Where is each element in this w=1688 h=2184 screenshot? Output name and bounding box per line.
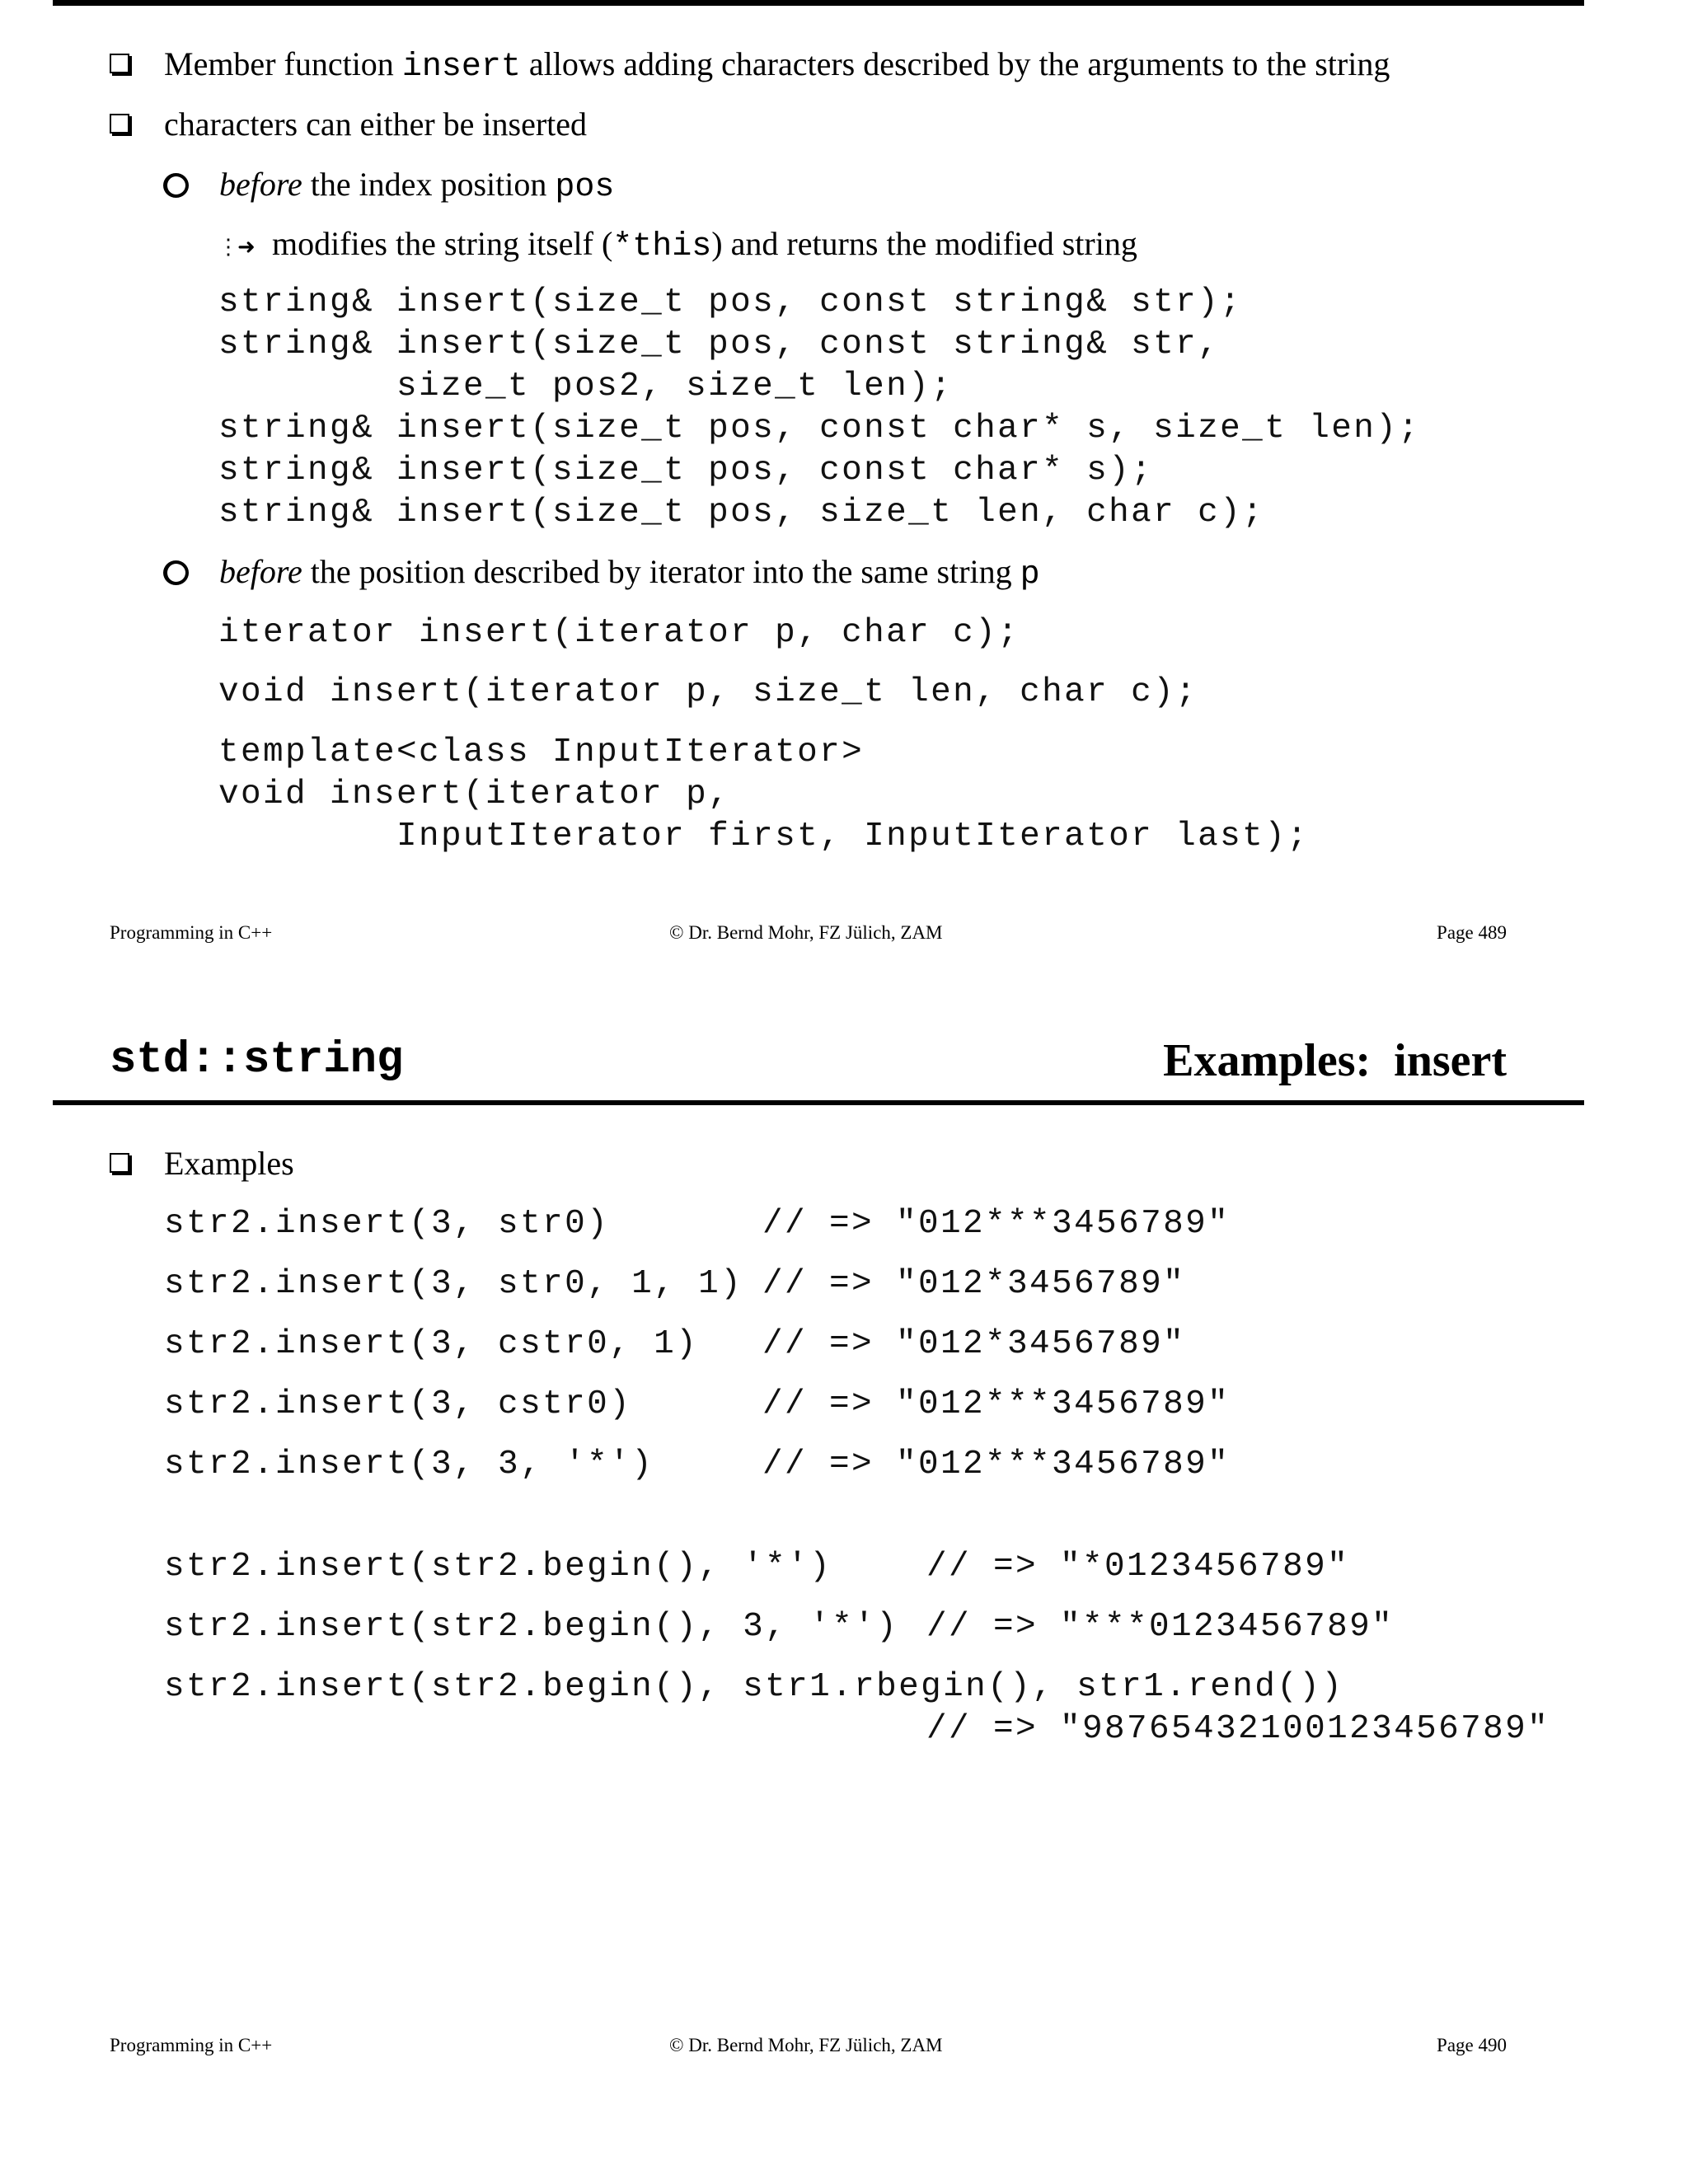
example-result: // => "012***3456789" — [762, 1385, 1231, 1423]
example-result: // => "012*3456789" — [762, 1325, 1186, 1363]
arrow-bullet-text: modifies the string itself (*this) and returns the modified string — [272, 225, 1137, 265]
example-call: str2.insert(str2.begin(), '*') — [164, 1548, 832, 1586]
example-call: str2.insert(str2.begin(), str1.rbegin(), str1.rend()) — [164, 1668, 1344, 1706]
example-call: str2.insert(3, 3, '*') — [164, 1446, 654, 1483]
example-result: // => "*0123456789" — [926, 1548, 1350, 1586]
square-bullet-icon — [110, 54, 129, 73]
square-bullet-icon — [110, 1153, 129, 1173]
code-template-insert: template<class InputIterator> void insert(iterator p, InputIterator first, InputIterator last); — [218, 733, 1310, 855]
page-title-right: Examples: insert — [1163, 1035, 1507, 1086]
example-result: // => "012*3456789" — [762, 1265, 1186, 1303]
example-result: // => "012***3456789" — [762, 1446, 1231, 1483]
example-call: str2.insert(3, str0, 1, 1) — [164, 1265, 743, 1303]
arrow-bullet-icon: ⋮➜ — [218, 235, 254, 259]
sub-bullet-text: before the position described by iterator into the same string p — [219, 553, 1040, 593]
top-rule — [53, 0, 1584, 6]
example-call: str2.insert(3, cstr0, 1) — [164, 1325, 699, 1363]
sub-bullet-text: before the index position pos — [219, 166, 615, 206]
example-result: // => "98765432100123456789" — [926, 1710, 1550, 1748]
footer-left: Programming in C++ — [110, 922, 273, 943]
square-bullet-icon — [110, 114, 129, 134]
code-iterator-insert: iterator insert(iterator p, char c); — [218, 614, 1020, 652]
example-call: str2.insert(3, cstr0) — [164, 1385, 632, 1423]
page-title-left: std::string — [110, 1035, 404, 1085]
footer-center: © Dr. Bernd Mohr, FZ Jülich, ZAM — [669, 2035, 943, 2055]
circle-bullet-icon — [163, 173, 189, 198]
bullet-text: characters can either be inserted — [164, 105, 588, 143]
footer-page-number: Page 489 — [1437, 922, 1507, 943]
footer-center: © Dr. Bernd Mohr, FZ Jülich, ZAM — [669, 922, 943, 943]
code-block-insert-pos: string& insert(size_t pos, const string& str); string& insert(size_t pos, const string& str, size_t pos2, size_t len); string& insert(size_t pos, const char* s, size_t len); string& insert(size_t pos, const char* s); string& insert(size_t pos, size_t len, char c); — [218, 284, 1421, 532]
example-result: // => "***0123456789" — [926, 1608, 1395, 1646]
footer-left: Programming in C++ — [110, 2035, 273, 2055]
bullet-text: Member function insert allows adding characters described by the arguments to the string — [164, 45, 1390, 86]
circle-bullet-icon — [163, 560, 189, 585]
example-call: str2.insert(str2.begin(), 3, '*') — [164, 1608, 899, 1646]
example-call: str2.insert(3, str0) — [164, 1205, 610, 1243]
code-void-insert: void insert(iterator p, size_t len, char c); — [218, 673, 1198, 711]
bullet-text: Examples — [164, 1145, 294, 1182]
title-rule — [53, 1100, 1584, 1105]
footer-page-number: Page 490 — [1437, 2035, 1507, 2055]
example-result: // => "012***3456789" — [762, 1205, 1231, 1243]
